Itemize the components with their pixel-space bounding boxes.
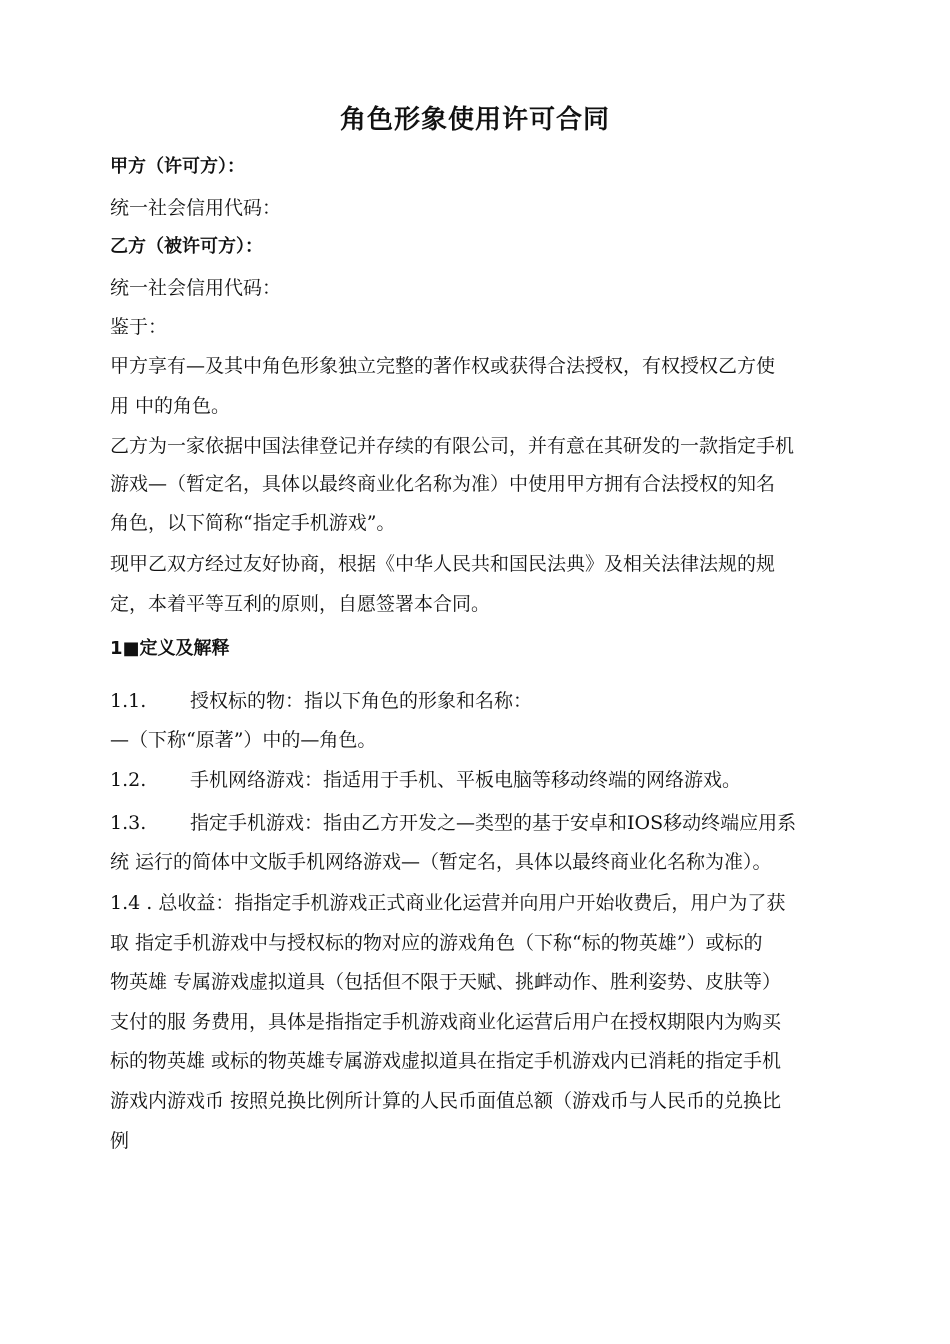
document-title: 角色形象使用许可合同: [339, 105, 610, 135]
clause-1-1: [110, 687, 845, 715]
clause-1-4-line-1: 1.4 . 总收益：指指定手机游戏正式商业化运营并向用户开始收费后，用户为了获: [110, 892, 786, 914]
whereas-paragraph-3-line-2: 定，本着平等互利的原则，自愿签署本合同。: [110, 593, 491, 615]
clause-1-2-text: 手机网络游戏：指适用于手机、平板电脑等移动终端的网络游戏。: [190, 769, 742, 791]
section-1-heading: 1■定义及解释: [110, 638, 230, 659]
clause-1-1-line-2: —（下称“原著”）中的—角色。: [110, 729, 377, 751]
clause-1-4-line-7: 例: [110, 1130, 130, 1152]
clause-1-3-number: 1.3.: [110, 812, 147, 834]
clause-1-1-text: 授权标的物：指以下角色的形象和名称：: [190, 690, 533, 712]
whereas-paragraph-3-line-1: 现甲乙双方经过友好协商，根据《中华人民共和国民法典》及相关法律法规的规: [110, 553, 776, 575]
clause-1-4-line-6: 游戏内游戏币 按照兑换比例所计算的人民币面值总额（游戏币与人民币的兑换比: [110, 1090, 782, 1112]
party-b-label: 乙方（被许可方）：: [110, 236, 263, 257]
clause-1-3: [110, 809, 845, 837]
party-a-label: 甲方（许可方）：: [110, 156, 245, 177]
party-b-credit-code-label: 统一社会信用代码：: [110, 277, 282, 299]
whereas-label: 鉴于：: [110, 316, 168, 338]
whereas-paragraph-2-line-2: 游戏—（暂定名，具体以最终商业化名称为准）中使用甲方拥有合法授权的知名: [110, 473, 776, 495]
party-a-credit-code-label: 统一社会信用代码：: [110, 197, 282, 219]
clause-1-3-line-2: 统 运行的简体中文版手机网络游戏—（暂定名，具体以最终商业化名称为准）。: [110, 851, 772, 873]
whereas-paragraph-2-line-1: 乙方为一家依据中国法律登记并存续的有限公司，并有意在其研发的一款指定手机: [110, 435, 795, 457]
clause-1-1-number: 1.1.: [110, 690, 147, 712]
clause-1-4-line-2: 取 指定手机游戏中与授权标的物对应的游戏角色（下称“标的物英雄”）或标的: [110, 932, 763, 954]
clause-1-2: [110, 766, 845, 794]
clause-1-4-line-3: 物英雄 专属游戏虚拟道具（包括但不限于天赋、挑衅动作、胜利姿势、皮肤等）: [110, 971, 782, 993]
whereas-paragraph-2-line-3: 角色，以下简称“指定手机游戏”。: [110, 512, 396, 534]
clause-1-4-line-5: 标的物英雄 或标的物英雄专属游戏虚拟道具在指定手机游戏内已消耗的指定手机: [110, 1050, 782, 1072]
whereas-paragraph-1-line-1: 甲方享有—及其中角色形象独立完整的著作权或获得合法授权，有权授权乙方使: [110, 355, 776, 377]
clause-1-3-text: 指定手机游戏：指由乙方开发之—类型的基于安卓和IOS移动终端应用系: [190, 812, 797, 834]
whereas-paragraph-1-line-2: 用 中的角色。: [110, 395, 231, 417]
clause-1-4-line-4: 支付的服 务费用，具体是指指定手机游戏商业化运营后用户在授权期限内为购买: [110, 1011, 782, 1033]
clause-1-2-number: 1.2.: [110, 769, 147, 791]
